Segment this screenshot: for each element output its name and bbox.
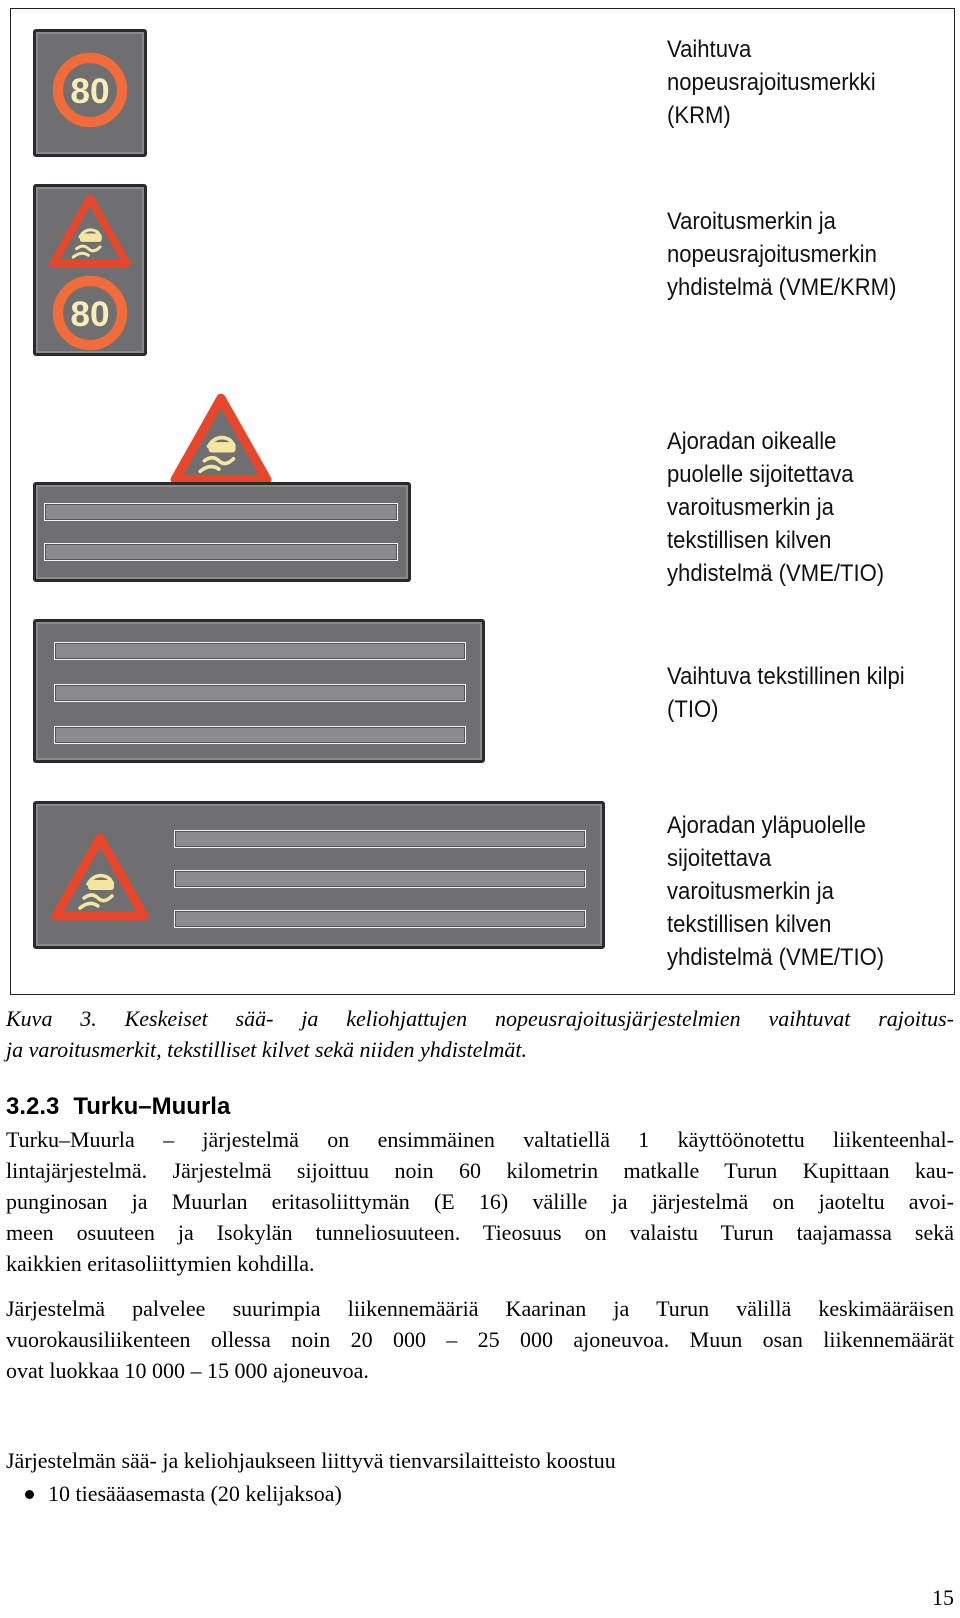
vme-krm-panel xyxy=(33,184,147,356)
section-number: 3.2.3 xyxy=(6,1093,60,1120)
slippery-road-warning-icon xyxy=(48,193,132,269)
tio-panel xyxy=(33,619,485,763)
speed-limit-value: 80 xyxy=(70,294,110,334)
text-line xyxy=(174,830,586,848)
paragraph: Järjestelmän sää- ja keliohjaukseen liittyvä tienvarsilaitteisto koostuu xyxy=(6,1448,616,1473)
krm-panel xyxy=(33,29,147,157)
text-line xyxy=(54,684,466,702)
text-line xyxy=(174,910,586,928)
figure-label-vme-krm: Varoitusmerkin ja nopeusrajoitusmerkin yhdistelmä (VME/KRM) xyxy=(667,208,897,301)
figure-label-tio: Vaihtuva tekstillinen kilpi (TIO) xyxy=(667,663,905,723)
bullet-list xyxy=(22,1478,342,1509)
text-line xyxy=(54,642,466,660)
text-line xyxy=(44,543,398,561)
slippery-road-warning-icon xyxy=(50,832,150,922)
speed-limit-value: 80 xyxy=(70,71,110,111)
vme-tio-overhead-panel xyxy=(33,801,605,949)
speed-limit-sign-icon xyxy=(50,273,130,353)
vme-tio-roadside-panel xyxy=(33,482,411,582)
figure-label-krm: Vaihtuva nopeusrajoitusmerkki (KRM) xyxy=(667,36,876,129)
page-number: 15 xyxy=(932,1585,954,1610)
figure-label-vme-tio-overhead: Ajoradan yläpuolelle sijoitettava varoitusmerkin ja tekstillisen kilven yhdistelmä (VME/TIO) xyxy=(667,812,885,971)
section-title: Turku–Muurla xyxy=(73,1093,231,1120)
text-line xyxy=(44,503,398,521)
list-item: 10 tiesääasemasta (20 kelijaksoa) xyxy=(22,1478,342,1509)
section-heading xyxy=(6,1092,230,1122)
text-line xyxy=(54,726,466,744)
text-line xyxy=(174,870,586,888)
speed-limit-sign-icon xyxy=(50,50,130,130)
paragraph: Turku–Muurla – järjestelmä on ensimmäinen valtatiellä 1 käyttöönotettu liikenteenhal- lintajärjestelmä. Järjestelmä sijoittuu noin 60 kilometrin matkalle Turun Kupittaan kau- punginosan ja Muurlan eritasoliittymän (E 16) välille ja järjestelmä on jaoteltu avoi- meen osuuteen ja Isokylän tunneliosuuteen. Tieosuus on valaistu Turun taajamassa sekä kaikkien eritasoliittymien kohdilla. xyxy=(6,1127,954,1276)
paragraph: Järjestelmä palvelee suurimpia liikennemääriä Kaarinan ja Turun välillä keskimääräisen vuorokausiliikenteen ollessa noin 20 000 – 25 000 ajoneuvoa. Muun osan liikennemäärät ovat luokkaa 10 000 – 15 000 ajoneuvoa. xyxy=(6,1296,954,1383)
figure-label-vme-tio-roadside: Ajoradan oikealle puolelle sijoitettava varoitusmerkin ja tekstillisen kilven yhdistelmä (VME/TIO) xyxy=(667,428,885,587)
slippery-road-warning-icon xyxy=(169,391,273,487)
bullet-icon xyxy=(25,1490,34,1499)
figure-caption: Kuva 3. Keskeiset sää- ja keliohjattujen nopeusrajoitusjärjestelmien vaihtuvat rajoitus- ja varoitusmerkit, tekstilliset kilvet sekä niiden yhdistelmät. xyxy=(6,1006,954,1062)
